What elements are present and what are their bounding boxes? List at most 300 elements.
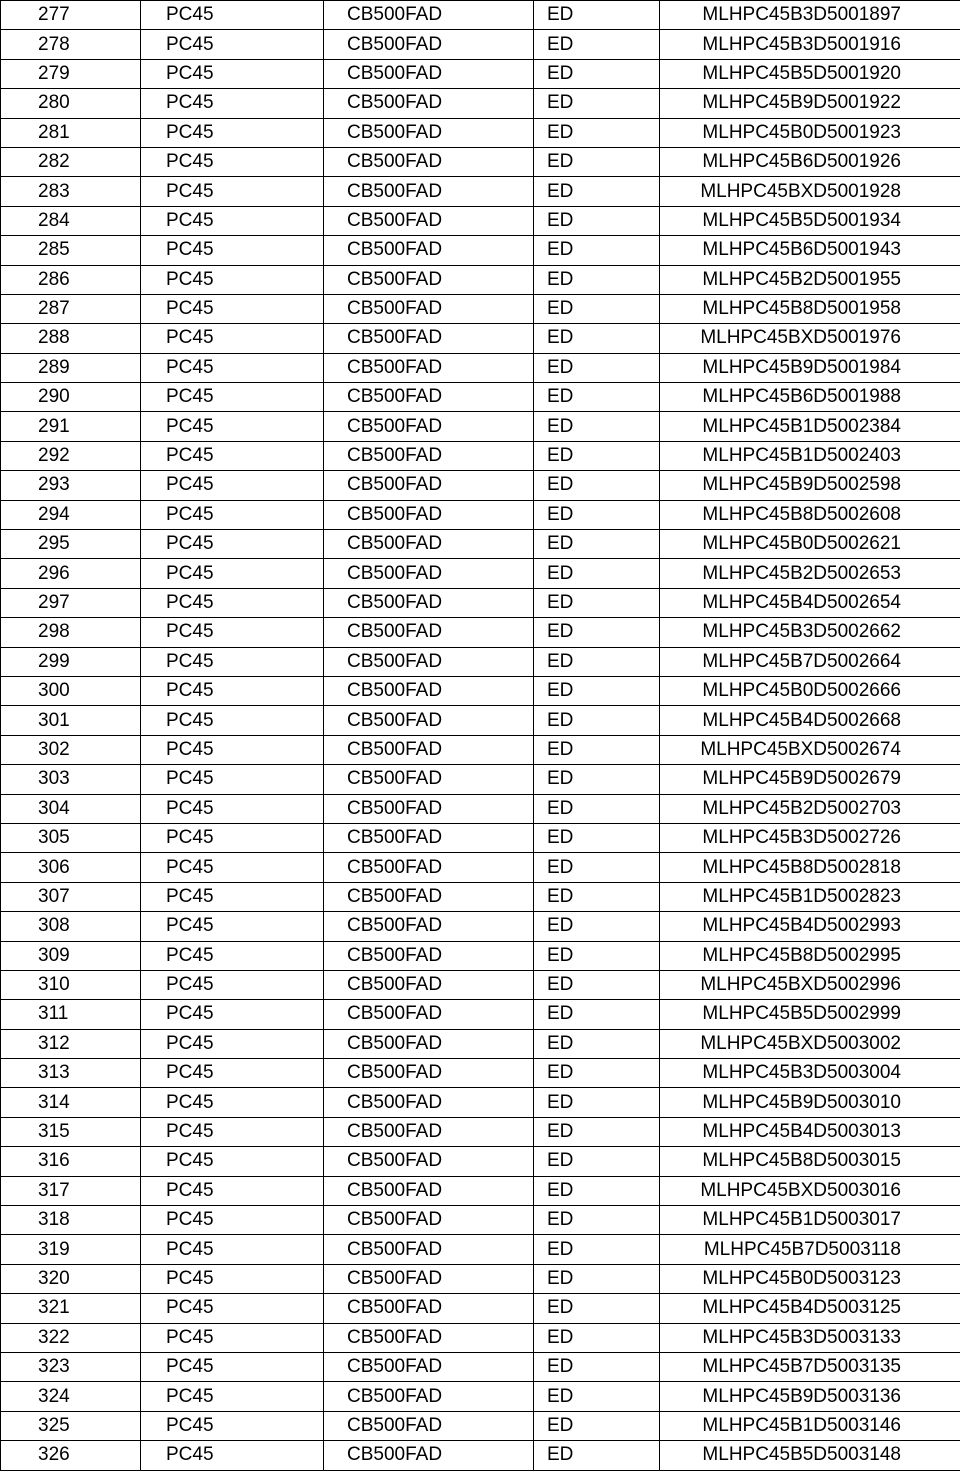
row-number-cell: 321: [1, 1294, 141, 1323]
type-cell: ED: [534, 1088, 660, 1117]
table-row: [1, 383, 960, 412]
row-number-cell: 303: [1, 765, 141, 794]
type-cell: ED: [534, 1411, 660, 1440]
model-cell: PC45: [141, 618, 324, 647]
serial-number-cell: MLHPC45BXD5002996: [660, 970, 960, 999]
serial-number-cell: MLHPC45B5D5001920: [660, 59, 960, 88]
type-cell: ED: [534, 970, 660, 999]
engine-cell: CB500FAD: [324, 1, 534, 30]
type-cell: ED: [534, 177, 660, 206]
row-number-cell: 319: [1, 1235, 141, 1264]
table-row: [1, 1264, 960, 1293]
type-cell: ED: [534, 500, 660, 529]
type-cell: ED: [534, 647, 660, 676]
table-row: [1, 912, 960, 941]
table-row: [1, 471, 960, 500]
engine-cell: CB500FAD: [324, 706, 534, 735]
row-number-cell: 315: [1, 1117, 141, 1146]
model-cell: PC45: [141, 882, 324, 911]
table-row: [1, 147, 960, 176]
type-cell: ED: [534, 89, 660, 118]
serial-number-cell: MLHPC45B0D5001923: [660, 118, 960, 147]
row-number-cell: 309: [1, 941, 141, 970]
engine-cell: CB500FAD: [324, 147, 534, 176]
type-cell: ED: [534, 1147, 660, 1176]
row-number-cell: 302: [1, 735, 141, 764]
engine-cell: CB500FAD: [324, 1294, 534, 1323]
serial-number-cell: MLHPC45BXD5002674: [660, 735, 960, 764]
table-row: [1, 735, 960, 764]
serial-number-cell: MLHPC45B1D5003017: [660, 1206, 960, 1235]
type-cell: ED: [534, 1441, 660, 1470]
engine-cell: CB500FAD: [324, 882, 534, 911]
engine-cell: CB500FAD: [324, 59, 534, 88]
engine-cell: CB500FAD: [324, 1264, 534, 1293]
model-cell: PC45: [141, 1029, 324, 1058]
model-cell: PC45: [141, 559, 324, 588]
model-cell: PC45: [141, 1441, 324, 1470]
table-row: [1, 1441, 960, 1470]
row-number-cell: 283: [1, 177, 141, 206]
table-row: [1, 706, 960, 735]
model-cell: PC45: [141, 1176, 324, 1205]
row-number-cell: 326: [1, 1441, 141, 1470]
engine-cell: CB500FAD: [324, 177, 534, 206]
row-number-cell: 307: [1, 882, 141, 911]
model-cell: PC45: [141, 1, 324, 30]
type-cell: ED: [534, 1264, 660, 1293]
engine-cell: CB500FAD: [324, 588, 534, 617]
model-cell: PC45: [141, 383, 324, 412]
table-row: [1, 794, 960, 823]
type-cell: ED: [534, 853, 660, 882]
engine-cell: CB500FAD: [324, 1352, 534, 1381]
serial-number-cell: MLHPC45B9D5003010: [660, 1088, 960, 1117]
serial-number-cell: MLHPC45B3D5001916: [660, 30, 960, 59]
serial-number-cell: MLHPC45B9D5001922: [660, 89, 960, 118]
type-cell: ED: [534, 441, 660, 470]
type-cell: ED: [534, 236, 660, 265]
table-row: [1, 765, 960, 794]
model-cell: PC45: [141, 294, 324, 323]
model-cell: PC45: [141, 118, 324, 147]
table-row: [1, 853, 960, 882]
type-cell: ED: [534, 206, 660, 235]
model-cell: PC45: [141, 1088, 324, 1117]
table-row: [1, 1411, 960, 1440]
engine-cell: CB500FAD: [324, 823, 534, 852]
serial-number-cell: MLHPC45BXD5003002: [660, 1029, 960, 1058]
type-cell: ED: [534, 324, 660, 353]
model-cell: PC45: [141, 324, 324, 353]
serial-number-cell: MLHPC45B3D5002726: [660, 823, 960, 852]
table-row: [1, 265, 960, 294]
row-number-cell: 317: [1, 1176, 141, 1205]
table-row: [1, 500, 960, 529]
row-number-cell: 287: [1, 294, 141, 323]
serial-number-cell: MLHPC45B6D5001926: [660, 147, 960, 176]
model-cell: PC45: [141, 1264, 324, 1293]
row-number-cell: 286: [1, 265, 141, 294]
row-number-cell: 300: [1, 676, 141, 705]
model-cell: PC45: [141, 1000, 324, 1029]
row-number-cell: 323: [1, 1352, 141, 1381]
model-cell: PC45: [141, 59, 324, 88]
type-cell: ED: [534, 1352, 660, 1381]
model-cell: PC45: [141, 1382, 324, 1411]
table-row: [1, 206, 960, 235]
table-row: [1, 1000, 960, 1029]
serial-number-cell: MLHPC45B4D5002993: [660, 912, 960, 941]
row-number-cell: 311: [1, 1000, 141, 1029]
engine-cell: CB500FAD: [324, 1176, 534, 1205]
type-cell: ED: [534, 471, 660, 500]
table-row: [1, 882, 960, 911]
table-row: [1, 89, 960, 118]
row-number-cell: 280: [1, 89, 141, 118]
table-row: [1, 941, 960, 970]
engine-cell: CB500FAD: [324, 794, 534, 823]
model-cell: PC45: [141, 177, 324, 206]
type-cell: ED: [534, 294, 660, 323]
row-number-cell: 318: [1, 1206, 141, 1235]
row-number-cell: 308: [1, 912, 141, 941]
type-cell: ED: [534, 794, 660, 823]
type-cell: ED: [534, 1294, 660, 1323]
model-cell: PC45: [141, 1411, 324, 1440]
serial-number-cell: MLHPC45B1D5003146: [660, 1411, 960, 1440]
model-cell: PC45: [141, 1352, 324, 1381]
type-cell: ED: [534, 1206, 660, 1235]
table-row: [1, 412, 960, 441]
table-row: [1, 441, 960, 470]
model-cell: PC45: [141, 1147, 324, 1176]
row-number-cell: 310: [1, 970, 141, 999]
model-cell: PC45: [141, 647, 324, 676]
type-cell: ED: [534, 1117, 660, 1146]
serial-number-cell: MLHPC45B4D5003125: [660, 1294, 960, 1323]
table-row: [1, 1206, 960, 1235]
engine-cell: CB500FAD: [324, 1441, 534, 1470]
serial-number-cell: MLHPC45B9D5001984: [660, 353, 960, 382]
model-cell: PC45: [141, 1235, 324, 1264]
model-cell: PC45: [141, 1323, 324, 1352]
model-cell: PC45: [141, 676, 324, 705]
model-cell: PC45: [141, 794, 324, 823]
row-number-cell: 292: [1, 441, 141, 470]
model-cell: PC45: [141, 706, 324, 735]
row-number-cell: 294: [1, 500, 141, 529]
row-number-cell: 284: [1, 206, 141, 235]
serial-number-cell: MLHPC45B2D5002653: [660, 559, 960, 588]
type-cell: ED: [534, 588, 660, 617]
row-number-cell: 277: [1, 1, 141, 30]
serial-number-cell: MLHPC45B2D5001955: [660, 265, 960, 294]
serial-number-cell: MLHPC45BXD5003016: [660, 1176, 960, 1205]
table-row: [1, 530, 960, 559]
serial-number-cell: MLHPC45B6D5001988: [660, 383, 960, 412]
serial-number-cell: MLHPC45B4D5003013: [660, 1117, 960, 1146]
engine-cell: CB500FAD: [324, 1117, 534, 1146]
table-row: [1, 1323, 960, 1352]
serial-number-cell: MLHPC45B5D5002999: [660, 1000, 960, 1029]
engine-cell: CB500FAD: [324, 1059, 534, 1088]
row-number-cell: 290: [1, 383, 141, 412]
serial-number-cell: MLHPC45B4D5002654: [660, 588, 960, 617]
engine-cell: CB500FAD: [324, 1411, 534, 1440]
type-cell: ED: [534, 1382, 660, 1411]
model-cell: PC45: [141, 353, 324, 382]
row-number-cell: 322: [1, 1323, 141, 1352]
type-cell: ED: [534, 412, 660, 441]
model-cell: PC45: [141, 30, 324, 59]
type-cell: ED: [534, 912, 660, 941]
serial-number-cell: MLHPC45B3D5002662: [660, 618, 960, 647]
table-row: [1, 59, 960, 88]
row-number-cell: 324: [1, 1382, 141, 1411]
type-cell: ED: [534, 1176, 660, 1205]
engine-cell: CB500FAD: [324, 30, 534, 59]
model-cell: PC45: [141, 1294, 324, 1323]
type-cell: ED: [534, 118, 660, 147]
table-row: [1, 1382, 960, 1411]
engine-cell: CB500FAD: [324, 1235, 534, 1264]
table-row: [1, 1117, 960, 1146]
type-cell: ED: [534, 1029, 660, 1058]
model-cell: PC45: [141, 588, 324, 617]
engine-cell: CB500FAD: [324, 206, 534, 235]
row-number-cell: 320: [1, 1264, 141, 1293]
type-cell: ED: [534, 530, 660, 559]
table-row: [1, 1029, 960, 1058]
serial-number-cell: MLHPC45B1D5002384: [660, 412, 960, 441]
row-number-cell: 305: [1, 823, 141, 852]
model-cell: PC45: [141, 1206, 324, 1235]
engine-cell: CB500FAD: [324, 970, 534, 999]
engine-cell: CB500FAD: [324, 1147, 534, 1176]
model-cell: PC45: [141, 265, 324, 294]
engine-cell: CB500FAD: [324, 559, 534, 588]
row-number-cell: 306: [1, 853, 141, 882]
model-cell: PC45: [141, 1059, 324, 1088]
engine-cell: CB500FAD: [324, 441, 534, 470]
table-row: [1, 559, 960, 588]
model-cell: PC45: [141, 206, 324, 235]
row-number-cell: 282: [1, 147, 141, 176]
model-cell: PC45: [141, 853, 324, 882]
model-cell: PC45: [141, 471, 324, 500]
model-cell: PC45: [141, 1117, 324, 1146]
engine-cell: CB500FAD: [324, 324, 534, 353]
type-cell: ED: [534, 765, 660, 794]
table-row: [1, 1, 960, 30]
engine-cell: CB500FAD: [324, 294, 534, 323]
engine-cell: CB500FAD: [324, 383, 534, 412]
type-cell: ED: [534, 1, 660, 30]
row-number-cell: 285: [1, 236, 141, 265]
type-cell: ED: [534, 941, 660, 970]
table-row: [1, 30, 960, 59]
table-row: [1, 588, 960, 617]
row-number-cell: 296: [1, 559, 141, 588]
serial-number-cell: MLHPC45B3D5003133: [660, 1323, 960, 1352]
table-row: [1, 1294, 960, 1323]
engine-cell: CB500FAD: [324, 735, 534, 764]
table-row: [1, 676, 960, 705]
type-cell: ED: [534, 1323, 660, 1352]
model-cell: PC45: [141, 530, 324, 559]
row-number-cell: 301: [1, 706, 141, 735]
type-cell: ED: [534, 353, 660, 382]
model-cell: PC45: [141, 147, 324, 176]
serial-number-cell: MLHPC45B1D5002403: [660, 441, 960, 470]
type-cell: ED: [534, 882, 660, 911]
type-cell: ED: [534, 30, 660, 59]
table-row: [1, 294, 960, 323]
engine-cell: CB500FAD: [324, 89, 534, 118]
type-cell: ED: [534, 59, 660, 88]
table-row: [1, 1235, 960, 1264]
serial-number-cell: MLHPC45B0D5003123: [660, 1264, 960, 1293]
serial-number-cell: MLHPC45B8D5002608: [660, 500, 960, 529]
row-number-cell: 279: [1, 59, 141, 88]
table-row: [1, 647, 960, 676]
model-cell: PC45: [141, 89, 324, 118]
type-cell: ED: [534, 383, 660, 412]
engine-cell: CB500FAD: [324, 412, 534, 441]
table-row: [1, 1059, 960, 1088]
model-cell: PC45: [141, 412, 324, 441]
serial-number-cell: MLHPC45B5D5001934: [660, 206, 960, 235]
serial-number-cell: MLHPC45B7D5003135: [660, 1352, 960, 1381]
row-number-cell: 298: [1, 618, 141, 647]
row-number-cell: 304: [1, 794, 141, 823]
row-number-cell: 281: [1, 118, 141, 147]
row-number-cell: 295: [1, 530, 141, 559]
table-row: [1, 618, 960, 647]
engine-cell: CB500FAD: [324, 265, 534, 294]
row-number-cell: 313: [1, 1059, 141, 1088]
model-cell: PC45: [141, 970, 324, 999]
table-row: [1, 823, 960, 852]
serial-number-cell: MLHPC45B9D5002598: [660, 471, 960, 500]
type-cell: ED: [534, 1059, 660, 1088]
serial-number-cell: MLHPC45B9D5003136: [660, 1382, 960, 1411]
engine-cell: CB500FAD: [324, 471, 534, 500]
table-row: [1, 177, 960, 206]
table-row: [1, 118, 960, 147]
type-cell: ED: [534, 1235, 660, 1264]
row-number-cell: 312: [1, 1029, 141, 1058]
row-number-cell: 289: [1, 353, 141, 382]
serial-number-cell: MLHPC45B5D5003148: [660, 1441, 960, 1470]
engine-cell: CB500FAD: [324, 1382, 534, 1411]
serial-number-cell: MLHPC45B6D5001943: [660, 236, 960, 265]
table-row: [1, 1176, 960, 1205]
table-row: [1, 353, 960, 382]
row-number-cell: 293: [1, 471, 141, 500]
serial-number-cell: MLHPC45B3D5001897: [660, 1, 960, 30]
model-cell: PC45: [141, 823, 324, 852]
engine-cell: CB500FAD: [324, 1029, 534, 1058]
engine-cell: CB500FAD: [324, 353, 534, 382]
type-cell: ED: [534, 735, 660, 764]
engine-cell: CB500FAD: [324, 941, 534, 970]
model-cell: PC45: [141, 236, 324, 265]
serial-number-cell: MLHPC45B8D5002995: [660, 941, 960, 970]
engine-cell: CB500FAD: [324, 1323, 534, 1352]
model-cell: PC45: [141, 941, 324, 970]
engine-cell: CB500FAD: [324, 118, 534, 147]
row-number-cell: 314: [1, 1088, 141, 1117]
serial-number-cell: MLHPC45B8D5002818: [660, 853, 960, 882]
type-cell: ED: [534, 676, 660, 705]
model-cell: PC45: [141, 765, 324, 794]
serial-number-cell: MLHPC45BXD5001976: [660, 324, 960, 353]
type-cell: ED: [534, 1000, 660, 1029]
row-number-cell: 325: [1, 1411, 141, 1440]
serial-number-cell: MLHPC45B3D5003004: [660, 1059, 960, 1088]
serial-number-cell: MLHPC45B1D5002823: [660, 882, 960, 911]
table-row: [1, 324, 960, 353]
row-number-cell: 316: [1, 1147, 141, 1176]
engine-cell: CB500FAD: [324, 618, 534, 647]
serial-number-cell: MLHPC45B8D5001958: [660, 294, 960, 323]
type-cell: ED: [534, 559, 660, 588]
type-cell: ED: [534, 706, 660, 735]
serial-number-cell: MLHPC45B0D5002666: [660, 676, 960, 705]
model-cell: PC45: [141, 735, 324, 764]
engine-cell: CB500FAD: [324, 236, 534, 265]
model-cell: PC45: [141, 912, 324, 941]
type-cell: ED: [534, 147, 660, 176]
serial-number-cell: MLHPC45B4D5002668: [660, 706, 960, 735]
table-body: [1, 1, 960, 1471]
serial-number-cell: MLHPC45B2D5002703: [660, 794, 960, 823]
engine-cell: CB500FAD: [324, 647, 534, 676]
engine-cell: CB500FAD: [324, 1000, 534, 1029]
serial-number-cell: MLHPC45B7D5002664: [660, 647, 960, 676]
serial-number-cell: MLHPC45B7D5003118: [660, 1235, 960, 1264]
model-cell: PC45: [141, 500, 324, 529]
serial-number-cell: MLHPC45B9D5002679: [660, 765, 960, 794]
engine-cell: CB500FAD: [324, 853, 534, 882]
serial-number-cell: MLHPC45B0D5002621: [660, 530, 960, 559]
row-number-cell: 297: [1, 588, 141, 617]
serial-number-cell: MLHPC45BXD5001928: [660, 177, 960, 206]
row-number-cell: 288: [1, 324, 141, 353]
engine-cell: CB500FAD: [324, 1088, 534, 1117]
type-cell: ED: [534, 618, 660, 647]
engine-cell: CB500FAD: [324, 500, 534, 529]
engine-cell: CB500FAD: [324, 676, 534, 705]
engine-cell: CB500FAD: [324, 530, 534, 559]
table-row: [1, 1088, 960, 1117]
row-number-cell: 299: [1, 647, 141, 676]
engine-cell: CB500FAD: [324, 912, 534, 941]
engine-cell: CB500FAD: [324, 765, 534, 794]
serial-number-cell: MLHPC45B8D5003015: [660, 1147, 960, 1176]
model-cell: PC45: [141, 441, 324, 470]
type-cell: ED: [534, 823, 660, 852]
engine-cell: CB500FAD: [324, 1206, 534, 1235]
row-number-cell: 278: [1, 30, 141, 59]
row-number-cell: 291: [1, 412, 141, 441]
table-row: [1, 236, 960, 265]
type-cell: ED: [534, 265, 660, 294]
table-row: [1, 1147, 960, 1176]
table-row: [1, 970, 960, 999]
